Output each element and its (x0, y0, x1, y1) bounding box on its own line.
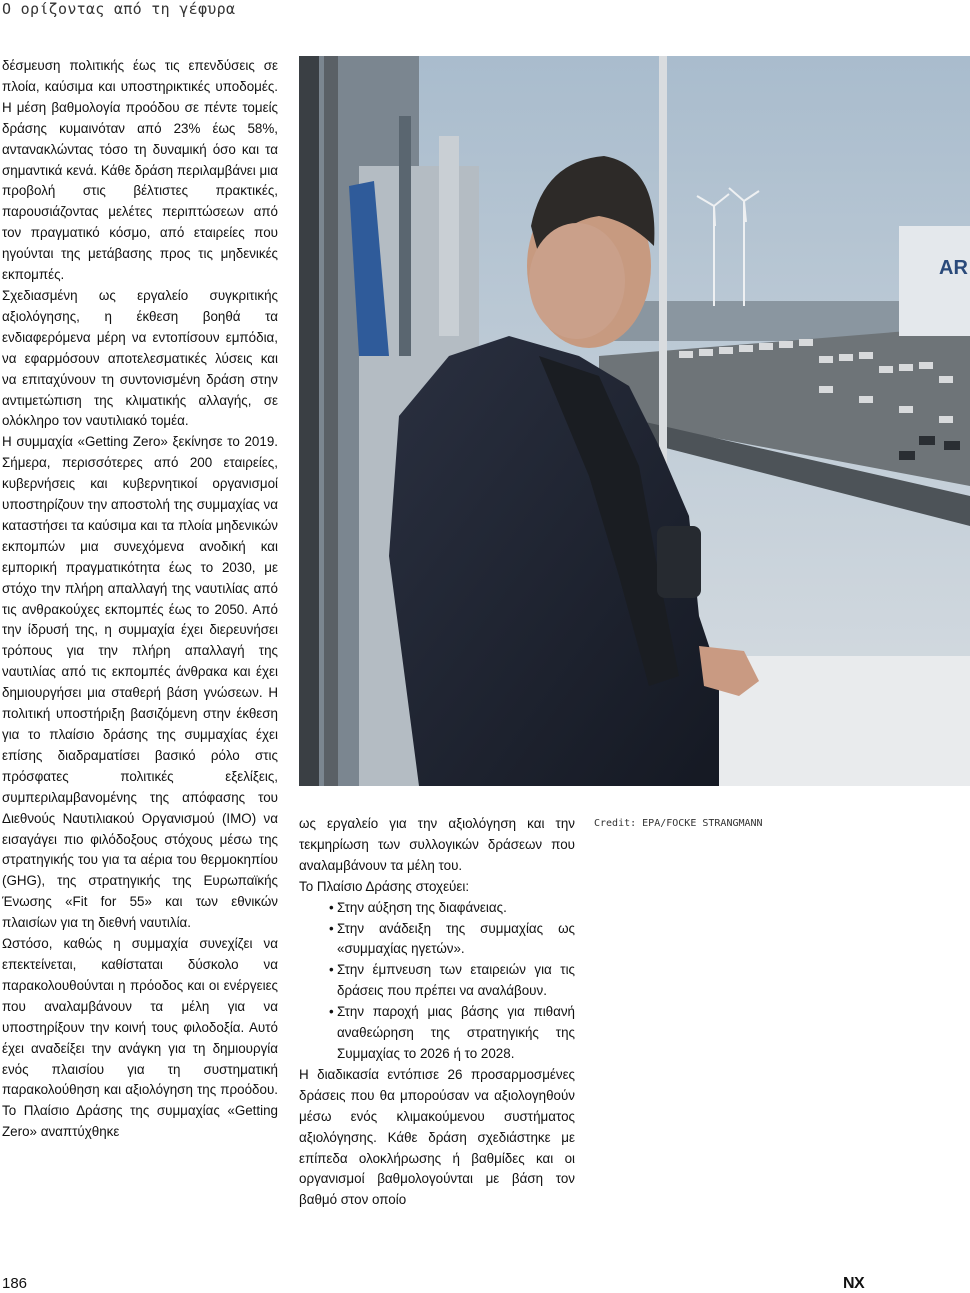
bridge-window-photo (299, 56, 970, 786)
bullet-icon: • (329, 1004, 334, 1020)
paragraph: ως εργαλείο για την αξιολόγηση και την τεκμηρίωση των συλλογικών δράσεων που αναλαμβάνουν τα μέλη του. (299, 816, 575, 873)
bullet-icon: • (329, 920, 334, 936)
list-item: • Στην έμπνευση των εταιρειών για τις δράσεις που πρέπει να αναλάβουν. (329, 962, 575, 999)
objectives-list (299, 898, 575, 1065)
list-lead: Το Πλαίσιο Δράσης στοχεύει: (299, 878, 470, 894)
page-number: 186 (2, 1275, 28, 1292)
article-photo (299, 56, 970, 786)
building-sign: AR (939, 257, 968, 279)
list-item: • Στην ανάδειξη της συμμαχίας ως «συμμαχίας ηγετών». (329, 920, 575, 957)
paragraph: Ωστόσο, καθώς η συμμαχία συνεχίζει να επεκτείνεται, καθίσταται δύσκολο να παρακολουθούνται η πρόοδος και οι ενέργειες που αναλαμβάνουν τα μέλη για να υποστηρίξουν την κοινή τους φιλοδοξία. Αυτό έχει αναδείξει την ανάγκη για τη δημιουργία ενός πλαισίου για τη συστηματική παρακολούθηση και αξιολόγηση της προόδου. Το Πλαίσιο Δράσης της συμμαχίας «Getting Zero» αναπτύχθηκε (2, 936, 278, 1140)
bullet-icon: • (329, 899, 334, 915)
list-item: • Στην αύξηση της διαφάνειας. (299, 898, 575, 919)
middle-text-column (299, 814, 575, 1211)
paragraph: δέσμευση πολιτικής έως τις επενδύσεις σε πλοία, καύσιμα και υποστηρικτικές υποδομές. Η μέση βαθμολογία προόδου σε πέντε τομείς δράσης κυμαινόταν από 23% έως 58%, αντανακλώντας τόσο τη δυναμική όσο και τα σημαντικά κενά. Κάθε δράση περιλαμβάνει μια προβολή στις βέλτιστες πρακτικές, παρουσιάζοντας μελέτες περιπτώσεων από τον πραγματικό κόσμο, από εταιρείες που ηγούνται της μετάβασης προς τις μηδενικές εκπομπές. (2, 58, 278, 283)
paragraph: Σχεδιασμένη ως εργαλείο συγκριτικής αξιολόγησης, η έκθεση βοηθά τα ενδιαφερόμενα μέρη να εντοπίσουν εμπόδια, να εφαρμόσουν αποτελεσματικές λύσεις και να επιταχύνουν τη συντονισμένη δράση στην αντιμετώπιση της κλιματικής αλλαγής, σε ολόκληρο τον ναυτιλιακό τομέα. (2, 287, 278, 429)
bullet-icon: • (329, 962, 334, 978)
photo-credit: Credit: EPA/FOCKE STRANGMANN (594, 818, 763, 829)
magazine-logo: NX (843, 1275, 865, 1292)
paragraph: Η διαδικασία εντόπισε 26 προσαρμοσμένες δράσεις που θα μπορούσαν να αξιολογηθούν μέσω ενός κλιμακούμενου συστήματος αξιολόγησης. Κάθε δράση σχεδιάστηκε με επίπεδα ολοκλήρωσης ή βαθμίδες και οι οργανισμοί βαθμολογούνται με βάση τον βαθμό στον οποίο (299, 1066, 575, 1208)
list-item: • Στην παροχή μιας βάσης για πιθανή αναθεώρηση της στρατηγικής της Συμμαχίας το 2026 ή το 2028. (329, 1004, 575, 1061)
running-header: Ο ορίζοντας από τη γέφυρα (2, 0, 236, 18)
paragraph: Η συμμαχία «Getting Zero» ξεκίνησε το 2019. Σήμερα, περισσότερες από 200 εταιρείες, κυβερνήσεις και κυβερνητικοί οργανισμοί υποστηρίζουν την αποστολή της συμμαχίας να καταστήσει τα καύσιμα και τα πλοία μηδενικών εκπομπών μια συνεχόμενα ανοδική και εμπορική πραγματικότητα έως το 2030, με στόχο την πλήρη απαλλαγή της ναυτιλίας από τις ανθρακούχες εκπομπές έως το 2050. Από την ίδρυσή της, η συμμαχία έχει διερευνήσει τρόπους για την πλήρη απαλλαγή της ναυτιλίας από τις εκπομπές άνθρακα και έχει δημιουργήσει μια σταθερή βάση γνώσεων. Η πολιτική υποστήριξη βασιζόμενη στην έκθεση για το πλαίσιο δράσης της συμμαχίας έχει επίσης διαδραματίσει βασικό ρόλο στις πρόσφατες πολιτικές εξελίξεις, συμπεριλαμβανομένης της απόφασης του Διεθνούς Ναυτιλιακού Οργανισμού (IMO) να εισαγάγει πιο φιλόδοξους στόχους μέσω της στρατηγικής του για τα αέρια του θερμοκηπίου (GHG), της στρατηγικής της Ευρωπαϊκής Ένωσης «Fit for 55» και των εθνικών πλαισίων για τη διεθνή ναυτιλία. (2, 434, 278, 931)
left-text-column (2, 56, 278, 1143)
